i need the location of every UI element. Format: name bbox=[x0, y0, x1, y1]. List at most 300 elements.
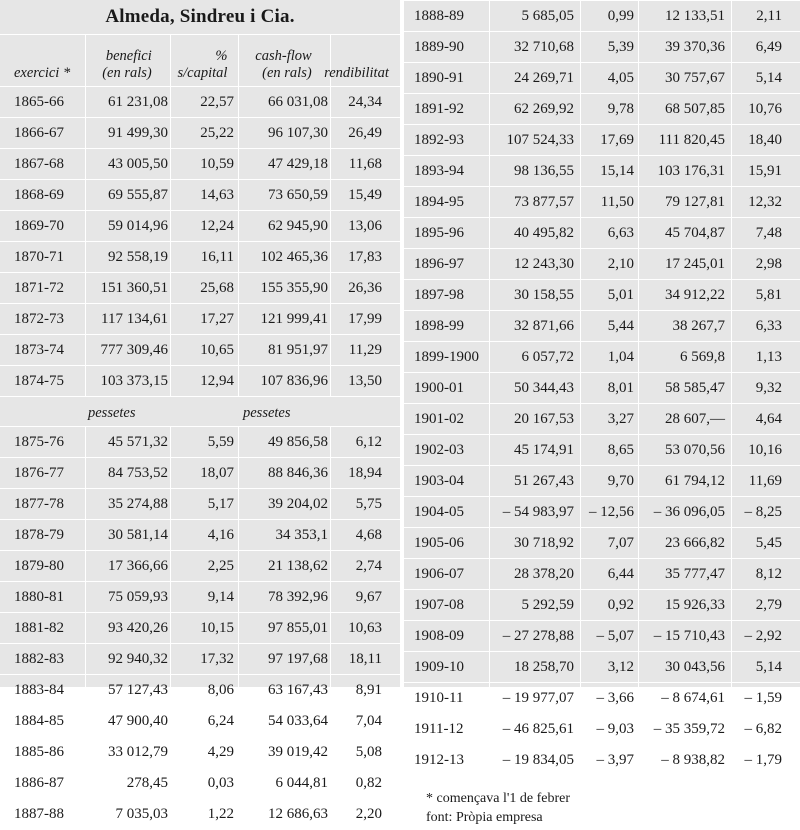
table-row bbox=[404, 651, 800, 682]
cell-rendibilitat: 17,99 bbox=[348, 311, 382, 327]
table-row bbox=[0, 241, 400, 272]
cell-rendibilitat: 9,32 bbox=[755, 380, 782, 396]
cell-cash-flow: 96 107,30 bbox=[239, 118, 331, 148]
cell-rendibilitat: 7,48 bbox=[755, 225, 782, 241]
cell-benefici: 7 035,03 bbox=[86, 799, 171, 829]
cell-pct-capital: 25,68 bbox=[171, 273, 239, 303]
cell-benefici: 30 581,14 bbox=[86, 520, 171, 550]
cell-benefici: 107 524,33 bbox=[490, 125, 581, 155]
cell-benefici: 50 344,43 bbox=[490, 373, 581, 403]
cell-exercici: 1911-12 bbox=[404, 714, 490, 744]
cell-exercici: 1877-78 bbox=[0, 489, 86, 519]
cell-exercici: 1868-69 bbox=[0, 180, 86, 210]
table-title: Almeda, Sindreu i Cia. bbox=[105, 6, 295, 27]
table-row bbox=[0, 798, 400, 829]
cell-exercici: 1908-09 bbox=[404, 621, 490, 651]
cell-pct-capital: 6,63 bbox=[581, 218, 639, 248]
table-row bbox=[0, 148, 400, 179]
cell-cash-flow: 102 465,36 bbox=[239, 242, 331, 272]
cell-benefici: 62 269,92 bbox=[490, 94, 581, 124]
cell-pct-capital: 4,05 bbox=[581, 63, 639, 93]
right-table-panel bbox=[404, 0, 800, 825]
cell-exercici: 1898-99 bbox=[404, 311, 490, 341]
header-cash-l1: cash-flow bbox=[255, 48, 312, 64]
cell-rendibilitat: 5,75 bbox=[355, 496, 382, 512]
table-row bbox=[404, 31, 800, 62]
header-pct-l1: % bbox=[215, 48, 228, 64]
cell-benefici: 61 231,08 bbox=[86, 87, 171, 117]
cell-rendibilitat: 5,81 bbox=[755, 287, 782, 303]
cell-exercici: 1876-77 bbox=[0, 458, 86, 488]
cell-cash-flow: 23 666,82 bbox=[639, 528, 732, 558]
table-row bbox=[404, 155, 800, 186]
footnote: * començava l'1 de febrer bbox=[426, 791, 570, 806]
unit-change-row bbox=[0, 396, 400, 426]
table-row bbox=[404, 558, 800, 589]
cell-benefici: 73 877,57 bbox=[490, 187, 581, 217]
cell-cash-flow: 45 704,87 bbox=[639, 218, 732, 248]
table-row bbox=[404, 124, 800, 155]
table-row bbox=[404, 527, 800, 558]
table-row bbox=[0, 488, 400, 519]
cell-benefici: 278,45 bbox=[86, 768, 171, 798]
cell-benefici: 84 753,52 bbox=[86, 458, 171, 488]
table-row bbox=[0, 736, 400, 767]
header-benefici-l2: (en rals) bbox=[102, 65, 152, 81]
cell-benefici: 28 378,20 bbox=[490, 559, 581, 589]
cell-pct-capital: 16,11 bbox=[171, 242, 239, 272]
table-row bbox=[404, 0, 800, 31]
cell-cash-flow: 121 999,41 bbox=[239, 304, 331, 334]
cell-benefici: – 19 977,07 bbox=[490, 683, 581, 713]
cell-pct-capital: – 3,66 bbox=[581, 683, 639, 713]
header-exercici: exercici * bbox=[0, 35, 86, 86]
cell-pct-capital: 8,01 bbox=[581, 373, 639, 403]
cell-exercici: 1895-96 bbox=[404, 218, 490, 248]
cell-rendibilitat: 2,11 bbox=[756, 8, 782, 24]
cell-pct-capital: – 3,97 bbox=[581, 745, 639, 775]
cell-exercici: 1901-02 bbox=[404, 404, 490, 434]
table-row bbox=[404, 217, 800, 248]
cell-rendibilitat: 24,34 bbox=[348, 94, 382, 110]
cell-pct-capital: 0,99 bbox=[581, 1, 639, 31]
cell-benefici: 59 014,96 bbox=[86, 211, 171, 241]
left-table-panel bbox=[0, 0, 400, 822]
cell-rendibilitat: 6,33 bbox=[755, 318, 782, 334]
cell-exercici: 1896-97 bbox=[404, 249, 490, 279]
cell-benefici: 40 495,82 bbox=[490, 218, 581, 248]
cell-exercici: 1880-81 bbox=[0, 582, 86, 612]
cell-benefici: 69 555,87 bbox=[86, 180, 171, 210]
cell-rendibilitat: 11,69 bbox=[748, 473, 782, 489]
cell-cash-flow: 62 945,90 bbox=[239, 211, 331, 241]
table-row bbox=[404, 248, 800, 279]
cell-cash-flow: 53 070,56 bbox=[639, 435, 732, 465]
cell-pct-capital: 9,70 bbox=[581, 466, 639, 496]
cell-exercici: 1881-82 bbox=[0, 613, 86, 643]
cell-cash-flow: 63 167,43 bbox=[239, 675, 331, 705]
table-row bbox=[404, 341, 800, 372]
header-cash-l2: (en rals) bbox=[262, 65, 312, 81]
cell-cash-flow: 54 033,64 bbox=[239, 706, 331, 736]
cell-exercici: 1870-71 bbox=[0, 242, 86, 272]
cell-rendibilitat: – 8,25 bbox=[744, 504, 782, 520]
cell-rendibilitat: 8,91 bbox=[355, 682, 382, 698]
cell-benefici: 117 134,61 bbox=[86, 304, 171, 334]
cell-pct-capital: 5,01 bbox=[581, 280, 639, 310]
cell-exercici: 1907-08 bbox=[404, 590, 490, 620]
table-row bbox=[404, 465, 800, 496]
cell-cash-flow: 39 370,36 bbox=[639, 32, 732, 62]
cell-pct-capital: 3,27 bbox=[581, 404, 639, 434]
cell-exercici: 1865-66 bbox=[0, 87, 86, 117]
table-row bbox=[0, 643, 400, 674]
cell-rendibilitat: 13,50 bbox=[348, 373, 382, 389]
cell-exercici: 1872-73 bbox=[0, 304, 86, 334]
cell-pct-capital: 4,16 bbox=[171, 520, 239, 550]
cell-exercici: 1879-80 bbox=[0, 551, 86, 581]
cell-cash-flow: – 35 359,72 bbox=[639, 714, 732, 744]
cell-exercici: 1897-98 bbox=[404, 280, 490, 310]
cell-exercici: 1904-05 bbox=[404, 497, 490, 527]
notes bbox=[404, 778, 800, 827]
table-row bbox=[404, 279, 800, 310]
pessetes-rows bbox=[0, 426, 400, 829]
cell-benefici: 6 057,72 bbox=[490, 342, 581, 372]
cell-exercici: 1889-90 bbox=[404, 32, 490, 62]
source-note: font: Pròpia empresa bbox=[426, 810, 543, 825]
cell-pct-capital: 10,59 bbox=[171, 149, 239, 179]
cell-benefici: 30 718,92 bbox=[490, 528, 581, 558]
cell-rendibilitat: 5,08 bbox=[355, 744, 382, 760]
cell-benefici: 47 900,40 bbox=[86, 706, 171, 736]
cell-exercici: 1905-06 bbox=[404, 528, 490, 558]
cell-exercici: 1886-87 bbox=[0, 768, 86, 798]
column-headers bbox=[0, 34, 400, 86]
table-row bbox=[404, 713, 800, 744]
table-row bbox=[0, 426, 400, 457]
cell-pct-capital: 6,24 bbox=[171, 706, 239, 736]
cell-cash-flow: 12 133,51 bbox=[639, 1, 732, 31]
cell-pct-capital: 8,06 bbox=[171, 675, 239, 705]
cell-exercici: 1892-93 bbox=[404, 125, 490, 155]
cell-cash-flow: 73 650,59 bbox=[239, 180, 331, 210]
cell-benefici: 98 136,55 bbox=[490, 156, 581, 186]
header-benefici bbox=[86, 35, 171, 86]
cell-exercici: 1869-70 bbox=[0, 211, 86, 241]
cell-cash-flow: 39 204,02 bbox=[239, 489, 331, 519]
cell-benefici: 43 005,50 bbox=[86, 149, 171, 179]
cell-pct-capital: 12,94 bbox=[171, 366, 239, 396]
cell-exercici: 1909-10 bbox=[404, 652, 490, 682]
cell-rendibilitat: – 1,59 bbox=[744, 690, 782, 706]
cell-cash-flow: 68 507,85 bbox=[639, 94, 732, 124]
cell-rendibilitat: 13,06 bbox=[348, 218, 382, 234]
cell-exercici: 1900-01 bbox=[404, 373, 490, 403]
cell-rendibilitat: 6,49 bbox=[755, 39, 782, 55]
cell-benefici: 30 158,55 bbox=[490, 280, 581, 310]
header-rendibilitat: rendibilitat bbox=[324, 65, 389, 81]
cell-benefici: 45 571,32 bbox=[86, 427, 171, 457]
cell-exercici: 1883-84 bbox=[0, 675, 86, 705]
cell-benefici: 33 012,79 bbox=[86, 737, 171, 767]
cell-benefici: 24 269,71 bbox=[490, 63, 581, 93]
cell-benefici: 93 420,26 bbox=[86, 613, 171, 643]
cell-cash-flow: 30 757,67 bbox=[639, 63, 732, 93]
cell-rendibilitat: 2,74 bbox=[355, 558, 382, 574]
cell-rendibilitat: – 2,92 bbox=[744, 628, 782, 644]
cell-pct-capital: 3,12 bbox=[581, 652, 639, 682]
cell-pct-capital: 5,44 bbox=[581, 311, 639, 341]
cell-rendibilitat: 10,63 bbox=[348, 620, 382, 636]
cell-rendibilitat: 2,79 bbox=[755, 597, 782, 613]
table-row bbox=[0, 457, 400, 488]
cell-cash-flow: 97 855,01 bbox=[239, 613, 331, 643]
cell-benefici: 45 174,91 bbox=[490, 435, 581, 465]
table-row bbox=[404, 496, 800, 527]
table-row bbox=[404, 186, 800, 217]
cell-cash-flow: 49 856,58 bbox=[239, 427, 331, 457]
cell-cash-flow: 66 031,08 bbox=[239, 87, 331, 117]
cell-benefici: 17 366,66 bbox=[86, 551, 171, 581]
cell-exercici: 1867-68 bbox=[0, 149, 86, 179]
cell-cash-flow: 81 951,97 bbox=[239, 335, 331, 365]
cell-rendibilitat: 15,91 bbox=[748, 163, 782, 179]
cell-pct-capital: 6,44 bbox=[581, 559, 639, 589]
cell-exercici: 1878-79 bbox=[0, 520, 86, 550]
cell-pct-capital: 5,59 bbox=[171, 427, 239, 457]
table-row bbox=[0, 365, 400, 396]
table-row bbox=[0, 210, 400, 241]
cell-cash-flow: 12 686,63 bbox=[239, 799, 331, 829]
table-row bbox=[404, 403, 800, 434]
cell-pct-capital: 18,07 bbox=[171, 458, 239, 488]
cell-pct-capital: 0,03 bbox=[171, 768, 239, 798]
cell-benefici: 777 309,46 bbox=[86, 335, 171, 365]
cell-cash-flow: 111 820,45 bbox=[639, 125, 732, 155]
cell-pct-capital: 15,14 bbox=[581, 156, 639, 186]
cell-exercici: 1912-13 bbox=[404, 745, 490, 775]
cell-exercici: 1890-91 bbox=[404, 63, 490, 93]
cell-benefici: – 46 825,61 bbox=[490, 714, 581, 744]
cell-pct-capital: – 12,56 bbox=[581, 497, 639, 527]
cell-cash-flow: – 36 096,05 bbox=[639, 497, 732, 527]
cell-pct-capital: 22,57 bbox=[171, 87, 239, 117]
cell-rendibilitat: 2,20 bbox=[355, 806, 382, 822]
table-row bbox=[0, 767, 400, 798]
cell-rendibilitat: – 6,82 bbox=[744, 721, 782, 737]
cell-pct-capital: 17,69 bbox=[581, 125, 639, 155]
cell-pct-capital: 5,39 bbox=[581, 32, 639, 62]
cell-cash-flow: 28 607,— bbox=[639, 404, 732, 434]
cell-pct-capital: 2,25 bbox=[171, 551, 239, 581]
unit-cashflow: pessetes bbox=[243, 405, 291, 421]
cell-cash-flow: – 15 710,43 bbox=[639, 621, 732, 651]
header-benefici-l1: benefici bbox=[105, 48, 152, 64]
cell-rendibilitat: 26,49 bbox=[348, 125, 382, 141]
cell-benefici: – 54 983,97 bbox=[490, 497, 581, 527]
cell-cash-flow: 155 355,90 bbox=[239, 273, 331, 303]
cell-benefici: 18 258,70 bbox=[490, 652, 581, 682]
cell-benefici: 91 499,30 bbox=[86, 118, 171, 148]
cell-rendibilitat: 18,94 bbox=[348, 465, 382, 481]
cell-cash-flow: 6 569,8 bbox=[639, 342, 732, 372]
header-cash-flow bbox=[239, 35, 331, 86]
cell-cash-flow: 78 392,96 bbox=[239, 582, 331, 612]
cell-exercici: 1902-03 bbox=[404, 435, 490, 465]
cell-exercici: 1882-83 bbox=[0, 644, 86, 674]
cell-benefici: 5 685,05 bbox=[490, 1, 581, 31]
cell-pct-capital: 17,32 bbox=[171, 644, 239, 674]
cell-cash-flow: 39 019,42 bbox=[239, 737, 331, 767]
unit-benefici: pessetes bbox=[88, 405, 136, 421]
table-row bbox=[404, 93, 800, 124]
header-pct-l2: s/capital bbox=[177, 65, 228, 81]
cell-rendibilitat: 17,83 bbox=[348, 249, 382, 265]
cell-pct-capital: 25,22 bbox=[171, 118, 239, 148]
table-row bbox=[404, 620, 800, 651]
cell-cash-flow: 38 267,7 bbox=[639, 311, 732, 341]
cell-cash-flow: 21 138,62 bbox=[239, 551, 331, 581]
table-row bbox=[0, 179, 400, 210]
cell-cash-flow: 97 197,68 bbox=[239, 644, 331, 674]
cell-rendibilitat: – 1,79 bbox=[744, 752, 782, 768]
table-row bbox=[404, 372, 800, 403]
cell-exercici: 1910-11 bbox=[404, 683, 490, 713]
table-row bbox=[404, 434, 800, 465]
cell-exercici: 1866-67 bbox=[0, 118, 86, 148]
cell-pct-capital: – 9,03 bbox=[581, 714, 639, 744]
cell-benefici: 103 373,15 bbox=[86, 366, 171, 396]
cell-pct-capital: 12,24 bbox=[171, 211, 239, 241]
table-row bbox=[404, 62, 800, 93]
cell-pct-capital: 1,22 bbox=[171, 799, 239, 829]
cell-pct-capital: 7,07 bbox=[581, 528, 639, 558]
cell-rendibilitat: 18,40 bbox=[748, 132, 782, 148]
cell-pct-capital: 10,65 bbox=[171, 335, 239, 365]
cell-rendibilitat: 9,67 bbox=[355, 589, 382, 605]
table-row bbox=[0, 303, 400, 334]
cell-cash-flow: 6 044,81 bbox=[239, 768, 331, 798]
cell-exercici: 1871-72 bbox=[0, 273, 86, 303]
cell-benefici: 57 127,43 bbox=[86, 675, 171, 705]
cell-pct-capital: 4,29 bbox=[171, 737, 239, 767]
cell-benefici: 75 059,93 bbox=[86, 582, 171, 612]
table-row bbox=[404, 589, 800, 620]
cell-cash-flow: 15 926,33 bbox=[639, 590, 732, 620]
cell-benefici: 5 292,59 bbox=[490, 590, 581, 620]
cell-benefici: 12 243,30 bbox=[490, 249, 581, 279]
cell-cash-flow: 34 353,1 bbox=[239, 520, 331, 550]
cell-rendibilitat: 26,36 bbox=[348, 280, 382, 296]
table-row bbox=[0, 519, 400, 550]
table-row bbox=[0, 117, 400, 148]
cell-exercici: 1893-94 bbox=[404, 156, 490, 186]
cell-pct-capital: – 5,07 bbox=[581, 621, 639, 651]
cell-rendibilitat: 4,68 bbox=[355, 527, 382, 543]
cell-benefici: 20 167,53 bbox=[490, 404, 581, 434]
cell-exercici: 1906-07 bbox=[404, 559, 490, 589]
cell-rendibilitat: 5,14 bbox=[755, 659, 782, 675]
cell-rendibilitat: 2,98 bbox=[755, 256, 782, 272]
cell-benefici: 32 871,66 bbox=[490, 311, 581, 341]
cell-rendibilitat: 8,12 bbox=[755, 566, 782, 582]
cell-rendibilitat: 10,16 bbox=[748, 442, 782, 458]
cell-benefici: – 27 278,88 bbox=[490, 621, 581, 651]
cell-benefici: – 19 834,05 bbox=[490, 745, 581, 775]
cell-rendibilitat: 12,32 bbox=[748, 194, 782, 210]
cell-pct-capital: 11,50 bbox=[581, 187, 639, 217]
cell-pct-capital: 10,15 bbox=[171, 613, 239, 643]
cell-cash-flow: 47 429,18 bbox=[239, 149, 331, 179]
table-row bbox=[404, 310, 800, 341]
cell-rendibilitat: 18,11 bbox=[348, 651, 382, 667]
cell-exercici: 1903-04 bbox=[404, 466, 490, 496]
cell-exercici: 1899-1900 bbox=[404, 342, 490, 372]
cell-rendibilitat: 6,12 bbox=[355, 434, 382, 450]
cell-pct-capital: 1,04 bbox=[581, 342, 639, 372]
cell-exercici: 1891-92 bbox=[404, 94, 490, 124]
cell-cash-flow: 58 585,47 bbox=[639, 373, 732, 403]
table-row bbox=[0, 612, 400, 643]
cell-cash-flow: 34 912,22 bbox=[639, 280, 732, 310]
table-row bbox=[0, 334, 400, 365]
cell-exercici: 1874-75 bbox=[0, 366, 86, 396]
cell-rendibilitat: 7,04 bbox=[355, 713, 382, 729]
cell-rendibilitat: 5,45 bbox=[755, 535, 782, 551]
right-rows bbox=[404, 0, 800, 775]
table-row bbox=[0, 674, 400, 705]
cell-pct-capital: 5,17 bbox=[171, 489, 239, 519]
table-row bbox=[404, 744, 800, 775]
table-row bbox=[0, 581, 400, 612]
cell-pct-capital: 9,78 bbox=[581, 94, 639, 124]
cell-cash-flow: 103 176,31 bbox=[639, 156, 732, 186]
cell-pct-capital: 9,14 bbox=[171, 582, 239, 612]
cell-rendibilitat: 1,13 bbox=[755, 349, 782, 365]
header-pct-capital bbox=[171, 35, 239, 86]
cell-cash-flow: 79 127,81 bbox=[639, 187, 732, 217]
cell-pct-capital: 17,27 bbox=[171, 304, 239, 334]
cell-exercici: 1888-89 bbox=[404, 1, 490, 31]
table-row bbox=[0, 86, 400, 117]
cell-pct-capital: 0,92 bbox=[581, 590, 639, 620]
cell-cash-flow: 61 794,12 bbox=[639, 466, 732, 496]
cell-rendibilitat: 15,49 bbox=[348, 187, 382, 203]
rals-rows bbox=[0, 86, 400, 396]
cell-exercici: 1873-74 bbox=[0, 335, 86, 365]
cell-exercici: 1875-76 bbox=[0, 427, 86, 457]
cell-rendibilitat: 11,68 bbox=[348, 156, 382, 172]
cell-cash-flow: – 8 938,82 bbox=[639, 745, 732, 775]
cell-benefici: 92 558,19 bbox=[86, 242, 171, 272]
cell-exercici: 1884-85 bbox=[0, 706, 86, 736]
cell-cash-flow: 107 836,96 bbox=[239, 366, 331, 396]
cell-cash-flow: 35 777,47 bbox=[639, 559, 732, 589]
cell-pct-capital: 14,63 bbox=[171, 180, 239, 210]
cell-rendibilitat: 4,64 bbox=[755, 411, 782, 427]
cell-rendibilitat: 10,76 bbox=[748, 101, 782, 117]
cell-rendibilitat: 11,29 bbox=[348, 342, 382, 358]
cell-benefici: 92 940,32 bbox=[86, 644, 171, 674]
cell-exercici: 1894-95 bbox=[404, 187, 490, 217]
table-row bbox=[0, 550, 400, 581]
table-row bbox=[0, 272, 400, 303]
cell-exercici: 1885-86 bbox=[0, 737, 86, 767]
cell-benefici: 35 274,88 bbox=[86, 489, 171, 519]
cell-benefici: 32 710,68 bbox=[490, 32, 581, 62]
cell-rendibilitat: 5,14 bbox=[755, 70, 782, 86]
